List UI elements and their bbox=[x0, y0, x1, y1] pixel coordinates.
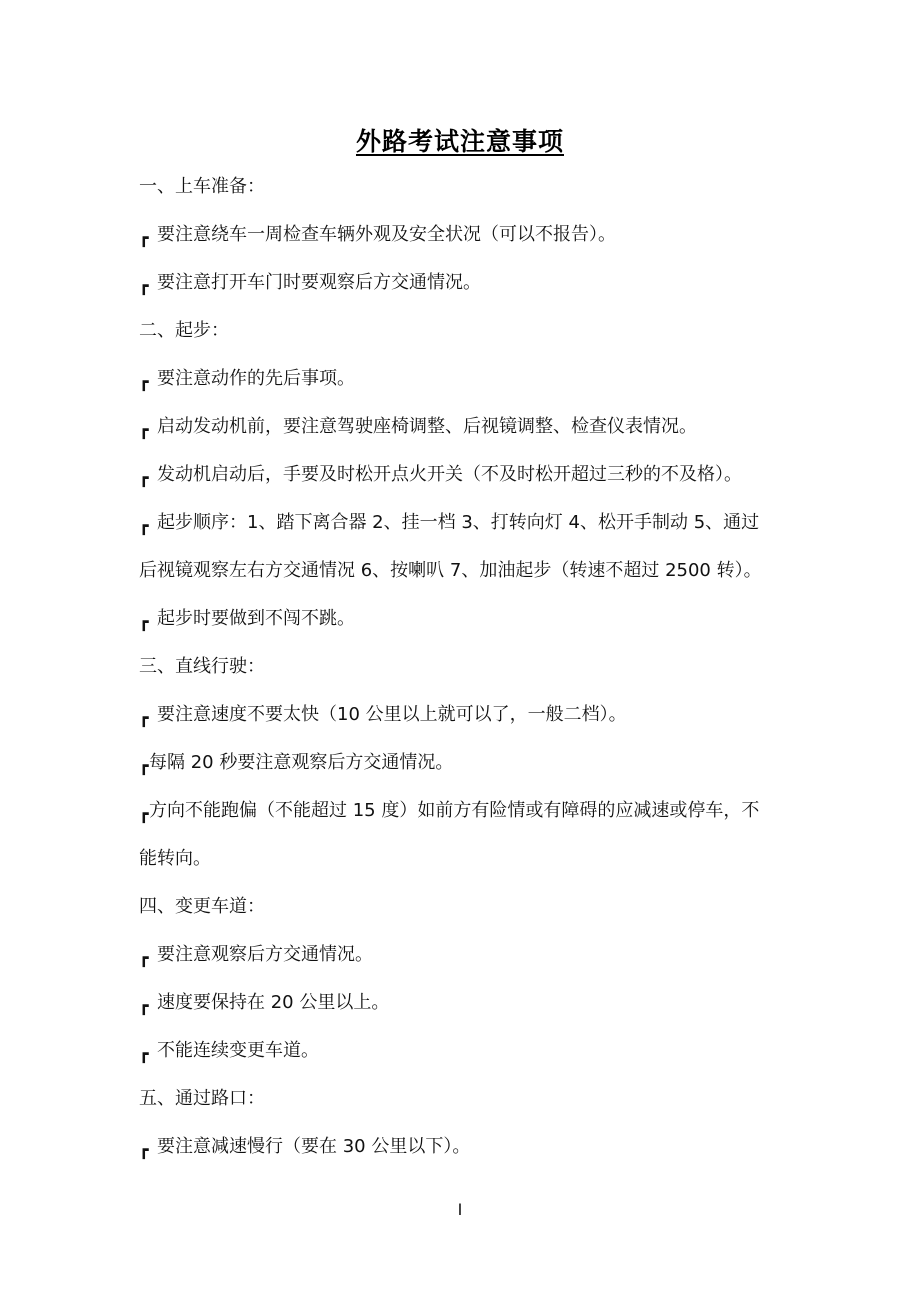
list-item: ┏ 要注意减速慢行（要在 30 公里以下）。 bbox=[139, 1135, 470, 1162]
list-item: ┏ 启动发动机前，要注意驾驶座椅调整、后视镜调整、检查仪表情况。 bbox=[139, 415, 697, 442]
list-item: ┏ 发动机启动后，手要及时松开点火开关（不及时松开超过三秒的不及格）。 bbox=[139, 463, 742, 490]
page-number: I bbox=[457, 1200, 463, 1219]
list-item-continuation: 后视镜观察左右方交通情况 6、按喇叭 7、加油起步（转速不超过 2500 转）。 bbox=[139, 560, 762, 581]
bullet-icon: ┏ bbox=[139, 420, 149, 439]
list-item-continuation: 能转向。 bbox=[139, 848, 211, 869]
list-item: ┏ 要注意打开车门时要观察后方交通情况。 bbox=[139, 271, 481, 298]
bullet-icon: ┏ bbox=[139, 1140, 149, 1159]
bullet-icon: ┏ bbox=[139, 372, 149, 391]
section-heading: 一、上车准备： bbox=[139, 176, 265, 197]
list-item: ┏ 速度要保持在 20 公里以上。 bbox=[139, 991, 389, 1018]
list-item: ┏ 起步顺序：1、踏下离合器 2、挂一档 3、打转向灯 4、松开手制动 5、通过 bbox=[139, 511, 759, 538]
bullet-icon: ┏ bbox=[139, 804, 149, 823]
bullet-icon: ┏ bbox=[139, 756, 149, 775]
bullet-icon: ┏ bbox=[139, 996, 149, 1015]
list-item: ┏每隔 20 秒要注意观察后方交通情况。 bbox=[139, 751, 453, 778]
document-title: 外路考试注意事项 bbox=[355, 127, 564, 156]
bullet-icon: ┏ bbox=[139, 516, 149, 535]
section-heading: 四、变更车道： bbox=[139, 896, 265, 917]
section-heading: 三、直线行驶： bbox=[139, 656, 265, 677]
bullet-icon: ┏ bbox=[139, 612, 149, 631]
list-item: ┏方向不能跑偏（不能超过 15 度）如前方有险情或有障碍的应减速或停车，不 bbox=[139, 799, 759, 826]
list-item: ┏ 起步时要做到不闯不跳。 bbox=[139, 607, 355, 634]
section-heading: 二、起步： bbox=[139, 320, 229, 341]
bullet-icon: ┏ bbox=[139, 948, 149, 967]
list-item: ┏ 要注意绕车一周检查车辆外观及安全状况（可以不报告）。 bbox=[139, 223, 616, 250]
section-heading: 五、通过路口： bbox=[139, 1088, 265, 1109]
list-item: ┏ 要注意观察后方交通情况。 bbox=[139, 943, 373, 970]
bullet-icon: ┏ bbox=[139, 228, 149, 247]
bullet-icon: ┏ bbox=[139, 1044, 149, 1063]
list-item: ┏ 要注意速度不要太快（10 公里以上就可以了，一般二档）。 bbox=[139, 703, 627, 730]
bullet-icon: ┏ bbox=[139, 708, 149, 727]
bullet-icon: ┏ bbox=[139, 468, 149, 487]
bullet-icon: ┏ bbox=[139, 276, 149, 295]
list-item: ┏ 要注意动作的先后事项。 bbox=[139, 367, 355, 394]
list-item: ┏ 不能连续变更车道。 bbox=[139, 1039, 319, 1066]
